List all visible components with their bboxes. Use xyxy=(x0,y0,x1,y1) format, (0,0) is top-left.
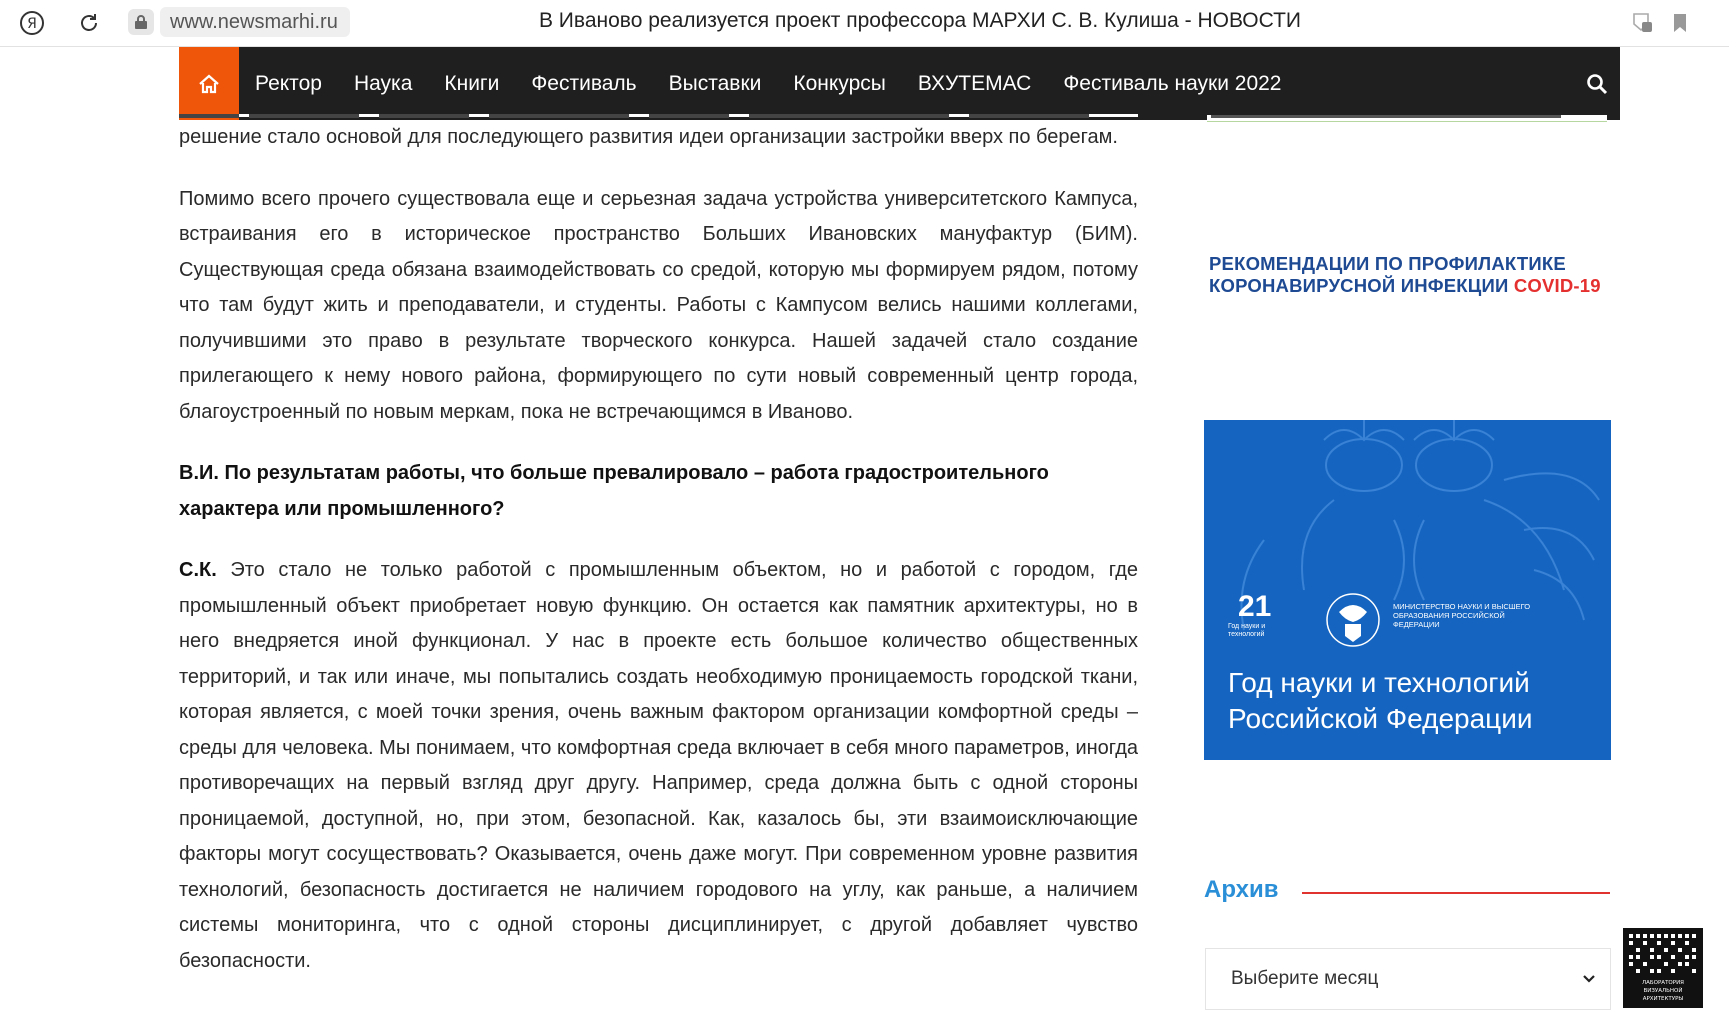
year-of-science-banner[interactable] xyxy=(1204,420,1611,760)
page-title: В Иваново реализуется проект профессора МАРХИ С. В. Кулиша - НОВОСТИ xyxy=(538,9,1302,32)
home-icon xyxy=(198,74,220,94)
lab-logo-icon xyxy=(1623,928,1703,1008)
ministry-name: МИНИСТЕРСТВО НАУКИ И ВЫСШЕГО ОБРАЗОВАНИЯ РОССИЙСКОЙ ФЕДЕРАЦИИ xyxy=(1393,602,1531,629)
yandex-icon[interactable] xyxy=(16,7,48,39)
year-logo-caption: Год науки и технологий xyxy=(1228,623,1266,638)
russian-coat-of-arms-icon xyxy=(1323,590,1383,650)
clipped-sidebar-banner[interactable] xyxy=(1207,112,1607,122)
nav-item-exhibitions[interactable]: Выставки xyxy=(668,71,762,95)
answer-speaker: С.К. xyxy=(179,559,217,581)
banner-title-line1: Год науки и технологий xyxy=(1228,667,1530,698)
nav-item-science[interactable]: Наука xyxy=(353,71,413,95)
svg-text:Я: Я xyxy=(27,16,37,32)
covid-banner-line1: РЕКОМЕНДАЦИИ ПО ПРОФИЛАКТИКЕ xyxy=(1209,253,1566,274)
nav-item-rector[interactable]: Ректор xyxy=(255,71,322,95)
url-text: www.newsmarhi.ru xyxy=(170,10,338,33)
covid-tag: COVID-19 xyxy=(1513,275,1601,296)
nav-item-books[interactable]: Книги xyxy=(444,71,500,95)
site-navigation xyxy=(179,47,1620,120)
reload-icon[interactable] xyxy=(73,7,105,39)
interview-answer xyxy=(179,553,1138,979)
article-paragraph: решение стало основой для последующего развития идеи организации застройки вверх по берегам. xyxy=(179,126,1118,148)
year-21-logo: 21 xyxy=(1238,590,1272,623)
covid-recommendations-banner[interactable] xyxy=(1209,253,1619,297)
badge-line2: ВИЗУАЛЬНОЙ xyxy=(1643,988,1683,994)
nav-item-contests[interactable]: Конкурсы xyxy=(793,71,886,95)
address-bar[interactable] xyxy=(160,7,350,37)
banner-title-line2: Российской Федерации xyxy=(1228,703,1533,734)
archive-select-value: Выберите месяц xyxy=(1231,968,1379,989)
site-shield-icon[interactable] xyxy=(1626,7,1658,39)
archive-month-select[interactable] xyxy=(1205,948,1611,1010)
bookmark-icon[interactable] xyxy=(1664,7,1696,39)
browser-toolbar xyxy=(0,0,1729,47)
lock-icon[interactable] xyxy=(128,9,154,35)
search-icon[interactable] xyxy=(1574,47,1620,120)
nav-item-science-festival-2022[interactable]: Фестиваль науки 2022 xyxy=(1063,71,1282,95)
banner-logos xyxy=(1228,590,1608,650)
banner-title xyxy=(1228,665,1598,737)
badge-line3: АРХИТЕКТУРЫ xyxy=(1642,996,1684,1002)
chevron-down-icon xyxy=(1582,974,1596,984)
home-button[interactable] xyxy=(179,47,239,120)
article-paragraph: Помимо всего прочего существовала еще и серьезная задача устройства университетского Кампуса, встраивания его в историческое пространство Больших Ивановских мануфактур (БИМ). Существующая среда обязана взаимодействовать со средой, которую мы формируем рядом, потому что там будут жить и преподаватели, и студенты. Работы с Кампусом велись нашими коллегами, получившими это право в результате творческого конкурса. Нашей задачей стало создание прилегающего к нему нового района, формирующего по сути новый современный центр города, благоустроенный по новым меркам, пока не встречающимся в Иваново. xyxy=(179,187,1138,423)
answer-text: Это стало не только работой с промышленным объектом, но и работой с городом, где промышленный объект приобретает новую функцию. Он остается как памятник архитектуры, но в него внедряется иной функционал. У нас в проекте есть большое количество общественных территорий, и так или иначе, мы попытались создать необходимую проницаемость городской ткани, которая является, с моей точки зрения, очень важным фактором организации комфортной среды – среды для человека. Мы понимаем, что комфортная среда включает в себя много параметров, иногда противоречащих на первый взгляд друг другу. Например, среда должна быть с одной стороны проницаемой, доступной, но, при этом, безопасной. Как, казалось бы, эти взаимоисключающие факторы могут сосуществовать? Оказывается, очень даже могут. При современном уровне развития технологий, безопасность достигается не наличием городового на углу, как раньше, а наличием системы мониторинга, что с одной стороны дисциплинирует, с другой добавляет чувство безопасности. xyxy=(179,559,1138,972)
archive-heading-divider xyxy=(1302,892,1610,894)
badge-line1: ЛАБОРАТОРИЯ xyxy=(1641,980,1685,986)
nav-item-festival[interactable]: Фестиваль xyxy=(531,71,637,95)
nav-item-vkhutemas[interactable]: ВХУТЕМАС xyxy=(917,71,1032,95)
interview-question: В.И. По результатам работы, что больше превалировало – работа градостроительного характера или промышленного? xyxy=(179,462,1049,520)
visual-architecture-lab-badge[interactable] xyxy=(1623,928,1703,1008)
article-body xyxy=(179,120,1138,1005)
archive-heading: Архив xyxy=(1204,876,1279,903)
covid-banner-line2: КОРОНАВИРУСНОЙ ИНФЕКЦИИ xyxy=(1209,275,1509,296)
